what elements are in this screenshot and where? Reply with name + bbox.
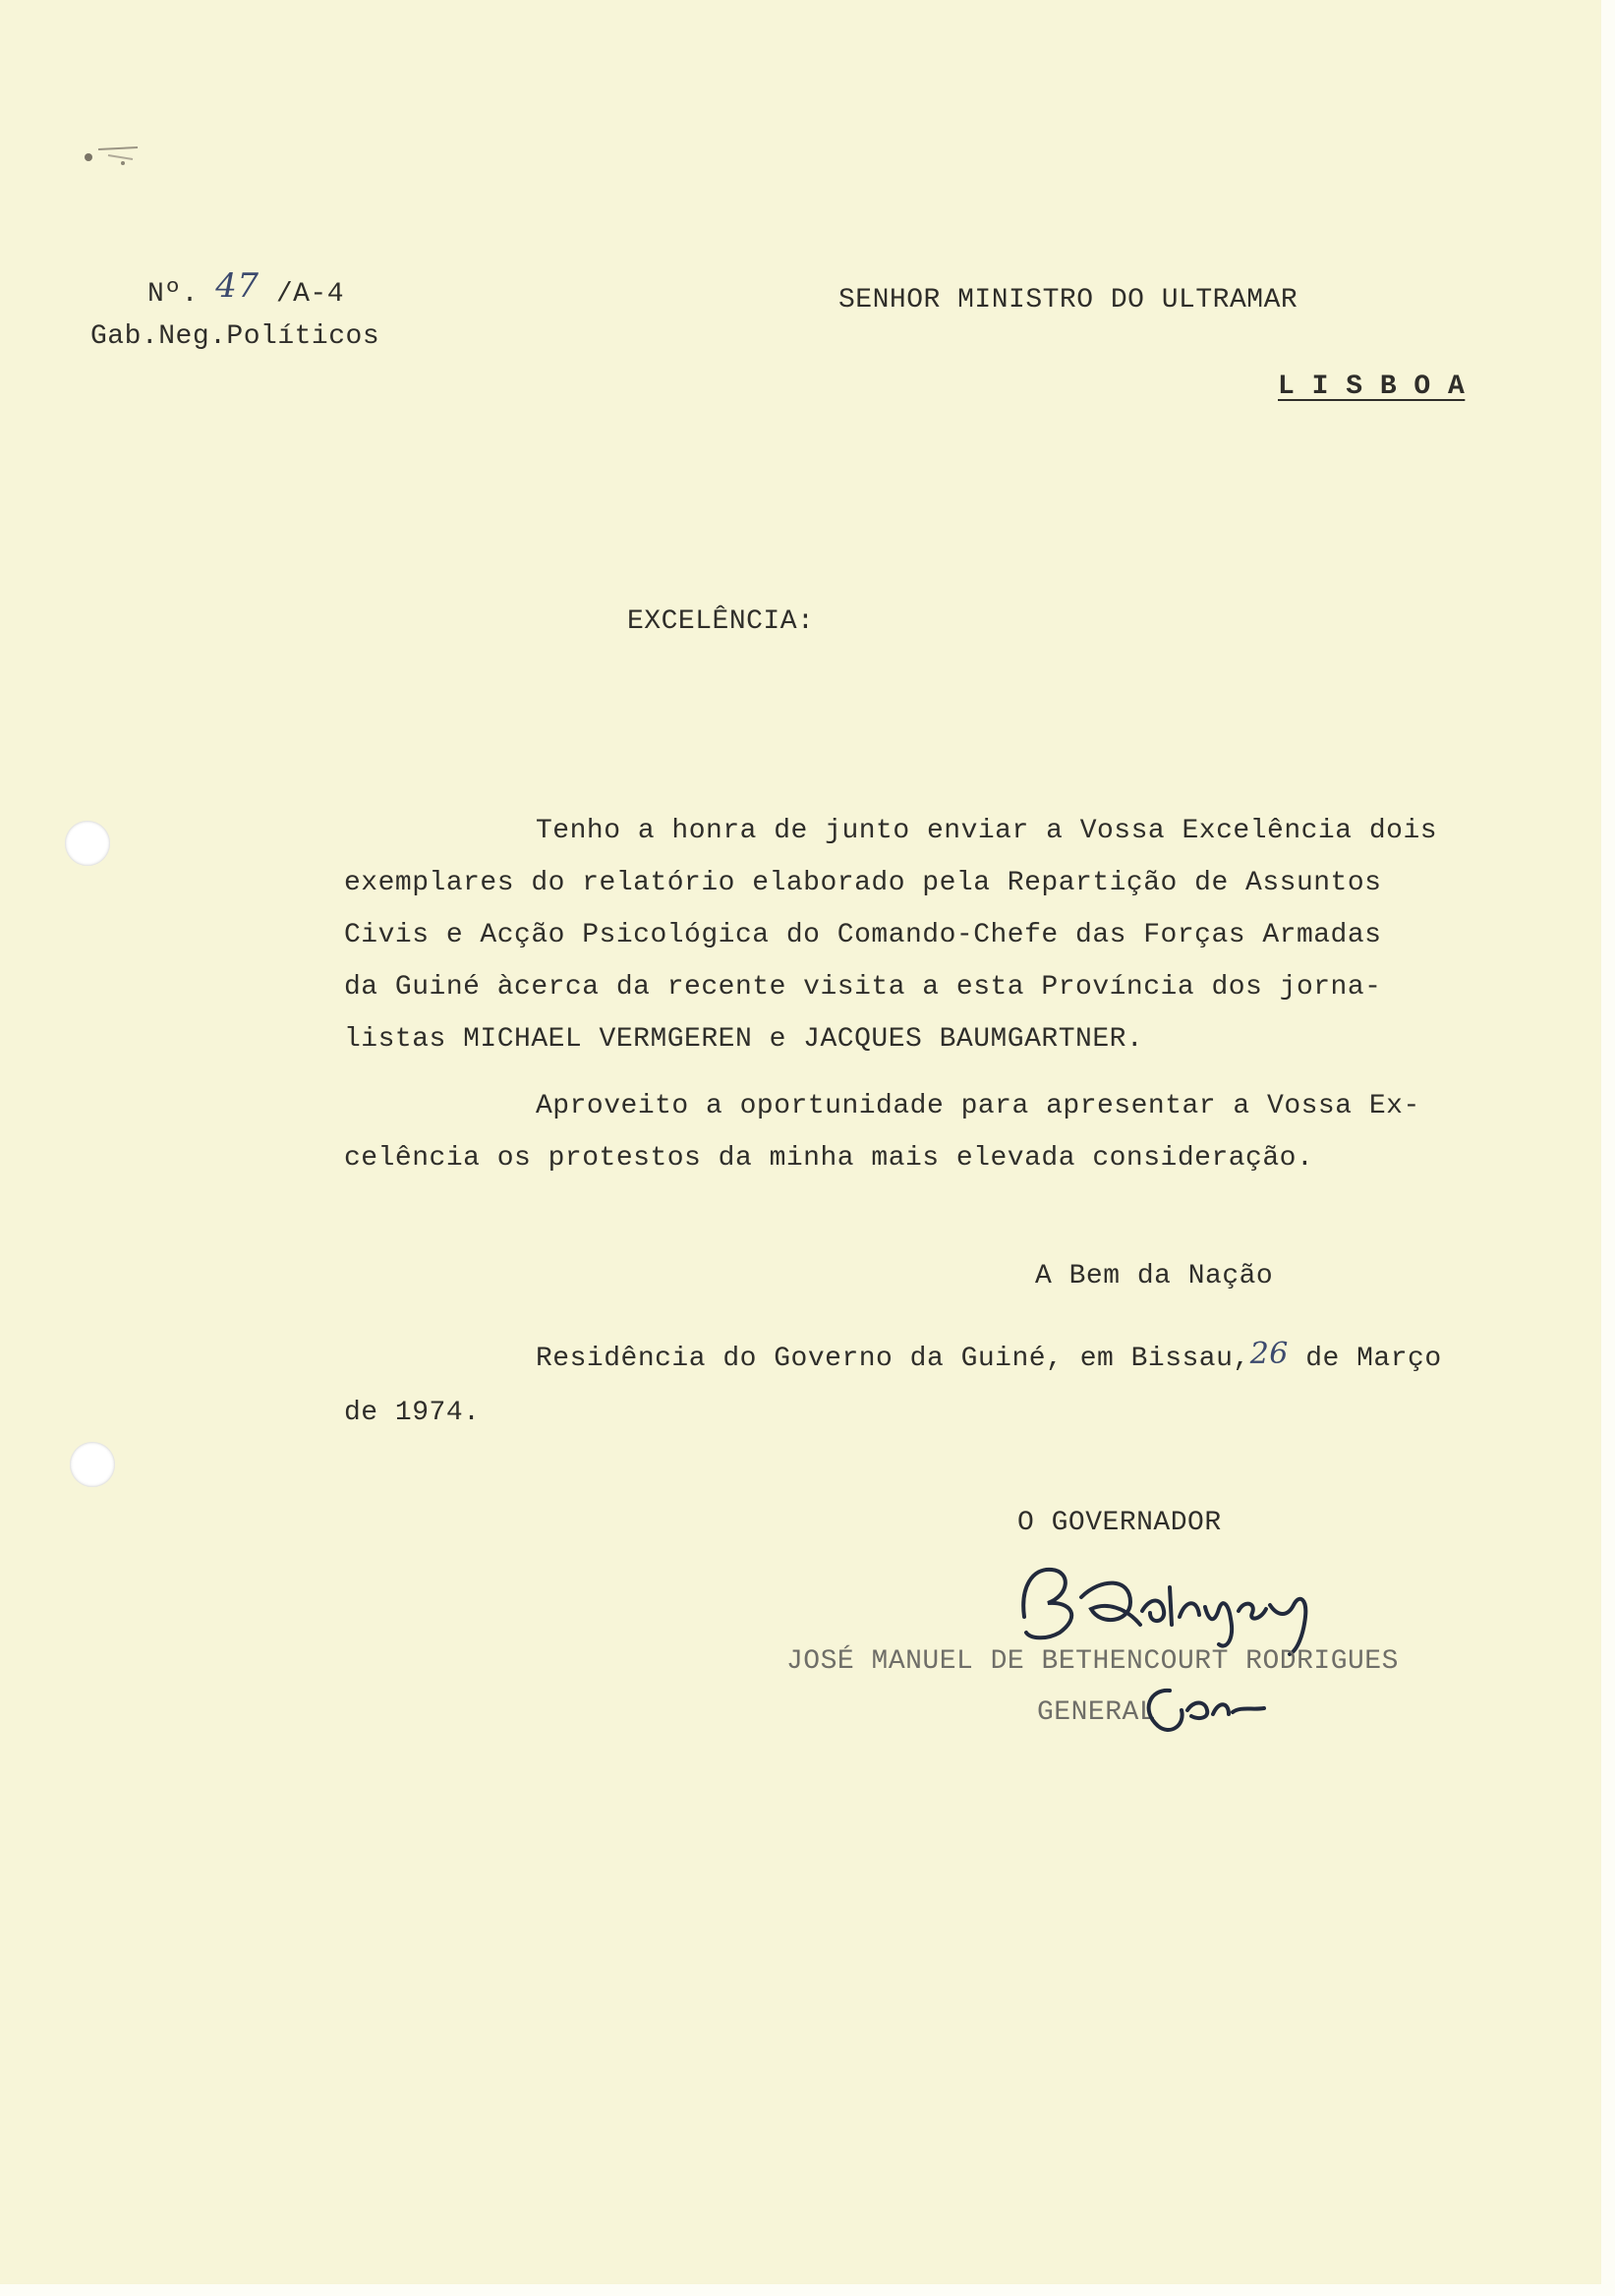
place-text: Residência do Governo da Guiné, em Bissau,	[536, 1344, 1250, 1374]
paragraph1-line4: da Guiné àcerca da recente visita a esta Província dos jorna-	[344, 972, 1382, 1003]
paragraph1-line3: Civis e Acção Psicológica do Comando-Chefe das Forças Armadas	[344, 920, 1382, 950]
punch-hole-bottom	[70, 1442, 115, 1487]
salutation: EXCELÊNCIA:	[627, 606, 815, 637]
page-edge-bottom	[0, 2284, 1615, 2296]
handwritten-signature	[1012, 1548, 1347, 1656]
closing-phrase: A Bem da Nação	[1035, 1261, 1274, 1292]
signatory-title: O GOVERNADOR	[1017, 1508, 1222, 1538]
date-month: de Março	[1305, 1344, 1442, 1374]
reference-suffix: /A-4	[275, 279, 345, 310]
paragraph2-line2: celência os protestos da minha mais elevada consideração.	[344, 1143, 1314, 1174]
signatory-rank: GENERAL	[1037, 1697, 1157, 1728]
punch-hole-top	[65, 821, 110, 866]
paragraph1-line1: Tenho a honra de junto enviar a Vossa Excelência dois	[536, 816, 1438, 846]
ink-stain-mark	[79, 138, 147, 167]
rank-handwritten-flourish	[1130, 1671, 1268, 1740]
date-handwritten-day: 26	[1249, 1337, 1289, 1371]
paragraph1-line5: listas MICHAEL VERMGEREN e JACQUES BAUMGARTNER.	[344, 1024, 1144, 1055]
place-date-line1	[536, 1339, 1442, 1374]
reference-prefix: Nº.	[147, 279, 199, 310]
addressee: SENHOR MINISTRO DO ULTRAMAR	[838, 285, 1298, 316]
paragraph1-line2: exemplares do relatório elaborado pela Repartição de Assuntos	[344, 868, 1382, 898]
reference-number	[147, 266, 345, 310]
signatory-name: JOSÉ MANUEL DE BETHENCOURT RODRIGUES	[786, 1646, 1399, 1677]
city-lisboa: L I S B O A	[1278, 372, 1466, 402]
reference-handwritten-number: 47	[215, 266, 260, 306]
place-date-line2: de 1974.	[344, 1398, 481, 1428]
paragraph2-line1: Aproveito a oportunidade para apresentar a Vossa Ex-	[536, 1091, 1420, 1121]
page-edge-right	[1601, 0, 1615, 2296]
office-code: Gab.Neg.Políticos	[90, 321, 380, 352]
